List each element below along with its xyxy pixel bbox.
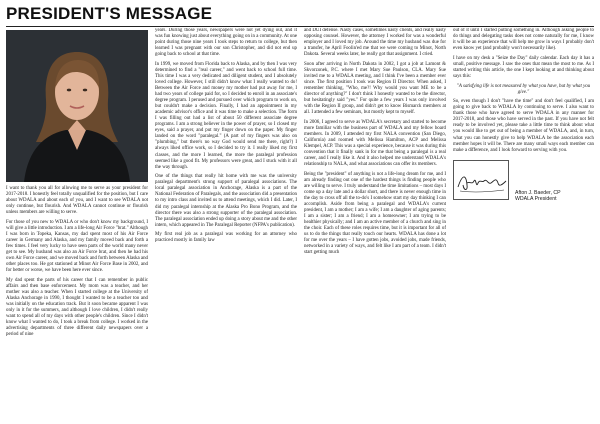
signature-block	[453, 160, 594, 220]
paragraph: In 1999, we moved from Florida back to Alaska, and by then I was very determined to find a "real career," and went back to school full time. This time I was a very dedicated and diligent student, and I absolutely loved college. However, I still didn't know what I really wanted to do! Between the Air Force and money my mother had put away for me, I had two years of college paid for, so I decided to enroll in an associate's degree program. I perused and pursued over which program to work on, but couldn't make a decision. Finally, I had an appointment in my academic advisor's office and it was time to make a selection. The form I was filling out had a list of about 50 different associate degree programs. I am a strong believer in the power of prayer, so I closed my eyes, said a prayer, and put my finger down on the paper. My finger landed on the word "paralegal." (A part of my fingers was also on "plumbing," but there's no way God would send me there, right?) I always liked office work, so I decided to try it. I really liked my first classes, and the more I learned, the more the paralegal profession seemed like a good fit. My professors were great, and I stuck with it all the way through.	[155, 61, 297, 170]
handwritten-signature	[454, 161, 510, 201]
paragraph: So, even though I don't "have the time" and don't feel qualified, I am going to give back to WDALA by continuing to serve. I also want to thank those who have agreed to serve WDALA in any manner for 2017-2018, and those who have served in the past. If you have not felt ready to be involved yet, please take a little time to think about what you would like to get out of being a member of WDALA, and, in turn, what you can honestly give to help WDALA be the association each member hopes it will be. There are many small ways each member can make a difference, and I look forward to serving with you.	[453, 99, 594, 153]
column-4	[453, 28, 594, 418]
paragraph: In 2006, I agreed to serve as WDALA's secretary and started to become more familiar with the business part of WDALA and my fellow board members. In 2009, I attended my first NALA convention (San Diego, California) and roomed with Melissa Hamilton, ACP and Melissa Klempel, ACP. This was a special experience, because it was during this convention that it finally sank in for me that being a paralegal is a real career, and I really like it. And it also helped me understand WDALA's relationship to NALA, and what associations can offer its members.	[304, 119, 446, 168]
page-title: PRESIDENT'S MESSAGE	[6, 4, 213, 23]
paragraph: One of the things that really hit home with me was the university paralegal department's strong support of paralegal associations. The local paralegal association in Anchorage, Alaska is a part of the National Federation of Paralegals, and the association did a presentation to my intro class and invited us to attend meetings, which I did. Later, I did my paralegal internship at the Alaska Pro Bono Program, and the director there was also a strong supporter of the paralegal association. The paralegal association ended up doing a story about me and the other intern, which appeared in The Paralegal Reporter (NFPA's publication).	[155, 174, 297, 228]
column-1	[6, 30, 148, 420]
signature-name	[515, 190, 561, 203]
portrait-image	[6, 30, 148, 182]
paragraph: Soon after arriving in North Dakota in 2002, I got a job at Lamont & Skvorzonek, P.C. where I met Mary Sue Paulson, CLA. Mary Sue invited me to a WDALA meeting, and I think I've been a member ever since. The first position I took was Region II Director. When asked, I remember thinking, "Who, me?! Why would you want ME to be a director of anything?" I don't think I honestly wanted to be the director, but hesitatingly said "yes." For quite a few years I was only involved with the Region II group, and didn't get to know Bismarck members at all. I attended a few seminars, but mostly kept to myself.	[304, 61, 446, 116]
president-portrait	[6, 30, 148, 182]
paragraph: out of it until I started putting something in. Although asking people to do things and delegating tasks does not come naturally for me, I know it will be an experience that will help me grow in ways I probably don't even know yet (and probably won't necessarily like).	[453, 28, 594, 52]
paragraph: Being the "president" of anything is not a life-long dream for me, and I am already finding out one of the hardest things is finding people who are willing to serve. I truly understand the time limitations – most days I come up a day late and a dollar short, and there is never enough time in the day to cross off all the to-do's I somehow start my day thinking I can accomplish. Aside from being a paralegal and WDALA's current president, I am a mother; I am a wife; I am a daughter of aging parents; I am a sister; I am a friend; I am a homeowner; I am trying to be healthier physically; and I am an active member of a church and sing in the choir. Each of these roles requires time, but it is important for all of us to do the things that really touch our hearts. WDALA has done a lot for me over the years – I have gotten jobs, avoided jobs, made friends, networked in a variety of ways, and felt like I am part of a team. I didn't start getting much	[304, 171, 446, 256]
signer-name: Afton J. Baeder, CP	[515, 189, 561, 196]
title-divider	[6, 26, 594, 27]
signer-role: WDALA President	[515, 196, 557, 203]
signature-image	[453, 160, 509, 200]
pull-quote: "A satisfying life is not measured by what you have, but by what you give."	[456, 83, 591, 95]
column-3	[304, 28, 446, 418]
paragraph: For those of you new to WDALA or who don't know my background, I will give a little introduction. I am a life-long Air Force "brat." Although I was born in Topeka, Kansas, my dad spent most of his Air Force career in Germany and Alaska, and my family moved back and forth a few times. I feel very lucky to have seen parts of the world many never get to see. My husband was also an Air Force brat, and then he had his own Air Force career, and we moved back and forth between Alaska and other places too. He got stationed at Minot Air Force Base in 2002, and for better or worse, we have been here ever since.	[6, 219, 148, 274]
column-2	[155, 28, 297, 418]
paragraph: and DUI defense. Nasty cases, sometimes nasty clients, and really nasty opposing counsel. However, the attorney I worked for was a wonderful employer and I loved my job. Around the time my husband was due for a transfer, he April Foolin'ed me that we were coming to Minot, North Dakota. Several weeks later, he really got that assignment. I cried.	[304, 28, 446, 58]
paragraph: I want to thank you all for allowing me to serve as your president for 2017-2018. I honestly feel totally unqualified for the position, but I care about WDALA and about each of you, and I want to see WDALA not only continue, but flourish. And WDALA cannot continue or flourish unless members are willing to serve.	[6, 186, 148, 216]
paragraph: I have on my desk a "Seize the Day" daily calendar. Each day it has a small, positive message. I saw the ones that mean the most to me. As I started writing this article, the one I kept looking at and thinking about says this:	[453, 55, 594, 79]
paragraph: years. During those years, newspapers were not yet dying out, and it was fun knowing just about everything going on in a community. At one point during those nine years I took steps to return to college, but then learned I was pregnant with our son Christopher, and did not end up going back to school at that time.	[155, 28, 297, 58]
paragraph: My dad spent the parts of his career that I can remember in public affairs and then base enforcement. My mom was a teacher, and her mother was also a teacher. When I started college at the University of Alaska Anchorage in 1990, I thought I wanted to be a teacher too and was initially on the education track. But it soon became apparent I was only in it for the summers, and although I love children, I didn't really want to spend all of my days with other people's children. Since I didn't know what I wanted to do, I took a break from college. I worked in the advertising departments of three different daily newspapers over a period of nine	[6, 277, 148, 338]
paragraph: My first real job as a paralegal was working for an attorney who practiced mostly in family law	[155, 232, 297, 244]
